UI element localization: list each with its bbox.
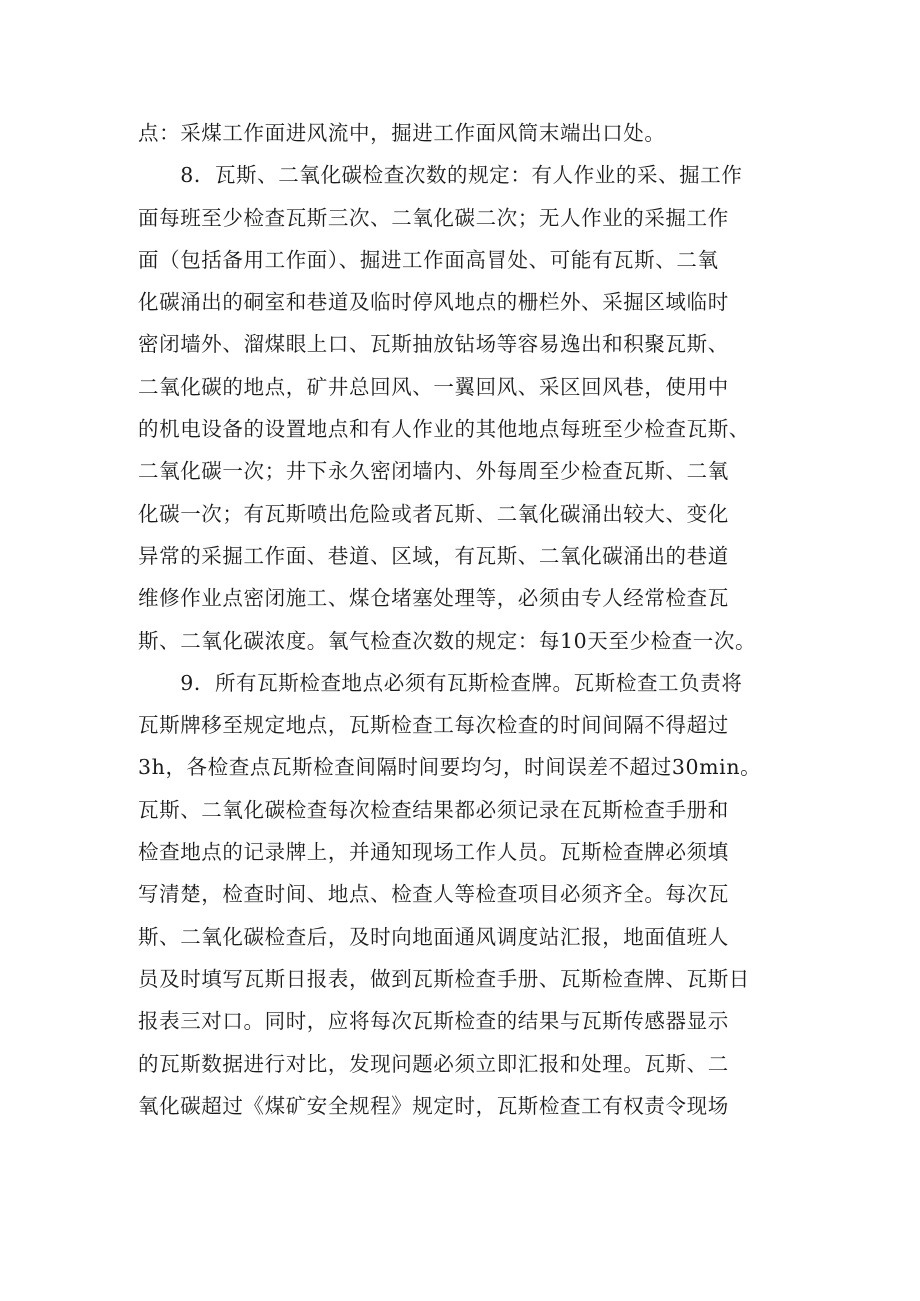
text-line: 的机电设备的设置地点和有人作业的其他地点每班至少检查瓦斯、 (138, 417, 750, 442)
text-line: 点：采煤工作面进风流中，掘进工作面风筒末端出口处。 (138, 121, 666, 145)
text-line: 瓦斯、二氧化碳检查每次检查结果都必须记录在瓦斯检查手册和 (138, 797, 729, 822)
text-line: 检查地点的记录牌上，并通知现场工作人员。瓦斯检查牌必须填 (138, 840, 729, 865)
text-line: 维修作业点密闭施工、煤仓堵塞处理等，必须由专人经常检查瓦 (138, 586, 729, 611)
text-line: 氧化碳超过《煤矿安全规程》规定时，瓦斯检查工有权责令现场 (138, 1093, 729, 1118)
text-line: 的瓦斯数据进行对比，发现问题必须立即汇报和处理。瓦斯、二 (138, 1051, 729, 1076)
text-line: 密闭墙外、溜煤眼上口、瓦斯抽放钻场等容易逸出和积聚瓦斯、 (138, 332, 729, 357)
text-line: 9．所有瓦斯检查地点必须有瓦斯检查牌。瓦斯检查工负责将 (138, 670, 743, 695)
document-body (138, 112, 798, 1127)
text-line: 面（包括备用工作面）、掘进工作面高冒处、可能有瓦斯、二氧 (138, 247, 719, 272)
text-line: 瓦斯牌移至规定地点，瓦斯检查工每次检查的时间间隔不得超过 (138, 713, 729, 738)
text-line: 3h，各检查点瓦斯检查间隔时间要均匀，时间误差不超过30min。 (138, 755, 762, 780)
text-line: 化碳一次；有瓦斯喷出危险或者瓦斯、二氧化碳涌出较大、变化 (138, 501, 729, 526)
text-line: 异常的采掘工作面、巷道、区域，有瓦斯、二氧化碳涌出的巷道 (138, 543, 729, 568)
text-line: 写清楚，检查时间、地点、检查人等检查项目必须齐全。每次瓦 (138, 882, 729, 907)
text-line: 面每班至少检查瓦斯三次、二氧化碳二次；无人作业的采掘工作 (138, 205, 729, 230)
text-line: 二氧化碳的地点，矿井总回风、一翼回风、采区回风巷，使用中 (138, 374, 729, 399)
text-line: 员及时填写瓦斯日报表，做到瓦斯检查手册、瓦斯检查牌、瓦斯日 (138, 966, 750, 991)
text-line: 斯、二氧化碳浓度。氧气检查次数的规定：每10天至少检查一次。 (138, 628, 757, 653)
text-line: 8．瓦斯、二氧化碳检查次数的规定：有人作业的采、掘工作 (138, 163, 743, 188)
text-line: 斯、二氧化碳检查后，及时向地面通风调度站汇报，地面值班人 (138, 924, 729, 949)
text-line: 化碳涌出的硐室和巷道及临时停风地点的栅栏外、采掘区域临时 (138, 290, 729, 315)
text-line: 报表三对口。同时，应将每次瓦斯检查的结果与瓦斯传感器显示 (138, 1009, 729, 1034)
text-line: 二氧化碳一次；井下永久密闭墙内、外每周至少检查瓦斯、二氧 (138, 459, 729, 484)
